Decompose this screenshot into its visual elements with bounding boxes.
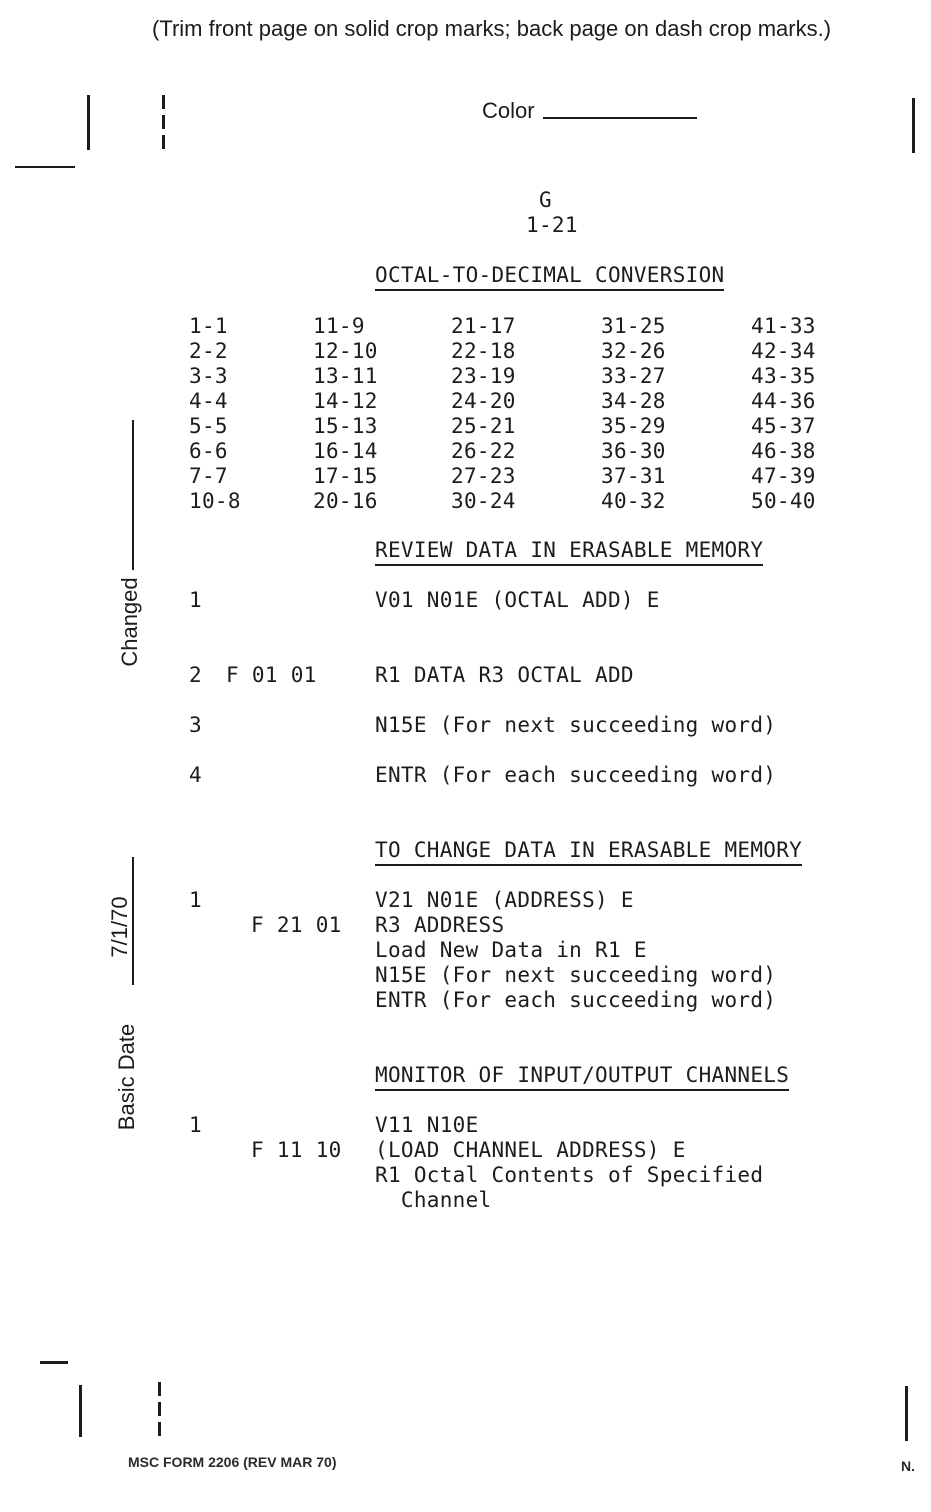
change-title: TO CHANGE DATA IN ERASABLE MEMORY (375, 838, 802, 866)
monitor-step-flag: F 11 10 (251, 1138, 342, 1162)
crop-mark-solid-bottom-left (79, 1385, 82, 1437)
corner-mark: N. (901, 1458, 915, 1474)
crop-mark-horizontal-bottom-left (40, 1361, 68, 1364)
conversion-value: 40-32 (601, 489, 666, 513)
conversion-value: 21-17 (451, 314, 516, 338)
conversion-value: 36-30 (601, 439, 666, 463)
crop-mark-horizontal-top-left (15, 166, 75, 168)
conversion-value: 50-40 (751, 489, 816, 513)
conversion-value: 1-1 (189, 314, 228, 338)
conversion-value: 31-25 (601, 314, 666, 338)
review-title: REVIEW DATA IN ERASABLE MEMORY (375, 538, 763, 566)
monitor-step-number: 1 (189, 1113, 202, 1137)
section-letter: G (539, 188, 552, 212)
review-step-3-number: 3 (189, 713, 202, 737)
conversion-value: 14-12 (313, 389, 378, 413)
monitor-line: (LOAD CHANNEL ADDRESS) E (375, 1138, 686, 1162)
conversion-value: 12-10 (313, 339, 378, 363)
conversion-value: 16-14 (313, 439, 378, 463)
conversion-title: OCTAL-TO-DECIMAL CONVERSION (375, 263, 724, 291)
conversion-value: 41-33 (751, 314, 816, 338)
form-identifier: MSC FORM 2206 (REV MAR 70) (128, 1454, 337, 1470)
crop-mark-dash-bottom-left-2 (158, 1402, 161, 1416)
conversion-value: 4-4 (189, 389, 228, 413)
change-line: ENTR (For each succeeding word) (375, 988, 777, 1012)
conversion-value: 47-39 (751, 464, 816, 488)
change-step-flag: F 21 01 (251, 913, 342, 937)
conversion-value: 26-22 (451, 439, 516, 463)
conversion-value: 17-15 (313, 464, 378, 488)
monitor-line: Channel (375, 1188, 492, 1212)
crop-mark-dash-bottom-left-1 (158, 1382, 161, 1396)
conversion-value: 43-35 (751, 364, 816, 388)
conversion-value: 23-19 (451, 364, 516, 388)
crop-mark-solid-top-left (87, 95, 90, 150)
conversion-value: 34-28 (601, 389, 666, 413)
conversion-value: 2-2 (189, 339, 228, 363)
conversion-value: 30-24 (451, 489, 516, 513)
crop-mark-solid-bottom-right (905, 1386, 908, 1441)
crop-mark-dash-bottom-left-3 (158, 1422, 161, 1436)
crop-mark-dash-top-left-1 (162, 95, 165, 109)
conversion-value: 35-29 (601, 414, 666, 438)
conversion-value: 3-3 (189, 364, 228, 388)
review-step-4-text: ENTR (For each succeeding word) (375, 763, 777, 787)
change-line: N15E (For next succeeding word) (375, 963, 777, 987)
conversion-value: 27-23 (451, 464, 516, 488)
conversion-value: 7-7 (189, 464, 228, 488)
conversion-value: 44-36 (751, 389, 816, 413)
conversion-value: 32-26 (601, 339, 666, 363)
conversion-value: 13-11 (313, 364, 378, 388)
review-step-2-number: 2 (189, 663, 202, 687)
conversion-value: 6-6 (189, 439, 228, 463)
color-label: Color (482, 98, 535, 123)
review-step-4-number: 4 (189, 763, 202, 787)
conversion-value: 37-31 (601, 464, 666, 488)
conversion-value: 45-37 (751, 414, 816, 438)
conversion-column-4 (601, 314, 666, 514)
change-step-text (375, 888, 776, 1013)
review-step-2-flag: F 01 01 (226, 663, 317, 687)
conversion-value: 24-20 (451, 389, 516, 413)
basic-date-label: Basic Date (114, 1023, 139, 1131)
conversion-value: 5-5 (189, 414, 228, 438)
monitor-line: R1 Octal Contents of Specified (375, 1163, 764, 1187)
monitor-step-text (375, 1113, 763, 1213)
review-step-2-text: R1 DATA R3 OCTAL ADD (375, 663, 634, 687)
monitor-line: V11 N10E (375, 1113, 479, 1137)
change-line: V21 N01E (ADDRESS) E (375, 888, 634, 912)
crop-mark-solid-top-right (912, 98, 915, 153)
change-line: Load New Data in R1 E (375, 938, 647, 962)
conversion-value: 10-8 (189, 489, 241, 513)
change-line: R3 ADDRESS (375, 913, 505, 937)
crop-mark-dash-top-left-3 (162, 135, 165, 149)
monitor-title: MONITOR OF INPUT/OUTPUT CHANNELS (375, 1063, 789, 1091)
changed-label: Changed (117, 577, 142, 667)
crop-mark-dash-top-left-2 (162, 115, 165, 129)
conversion-value: 20-16 (313, 489, 378, 513)
color-fill-line (543, 117, 697, 119)
conversion-value: 33-27 (601, 364, 666, 388)
conversion-column-3 (451, 314, 516, 514)
conversion-value: 42-34 (751, 339, 816, 363)
conversion-value: 15-13 (313, 414, 378, 438)
conversion-column-2 (313, 314, 378, 514)
basic-date-value: 7/1/70 (107, 896, 132, 958)
changed-fill-line (132, 420, 134, 570)
conversion-value: 25-21 (451, 414, 516, 438)
review-step-1-text: V01 N01E (OCTAL ADD) E (375, 588, 660, 612)
trim-instruction: (Trim front page on solid crop marks; back page on dash crop marks.) (152, 16, 832, 41)
conversion-column-1 (189, 314, 241, 514)
conversion-column-5 (751, 314, 816, 514)
conversion-value: 11-9 (313, 314, 365, 338)
conversion-value: 46-38 (751, 439, 816, 463)
change-step-number: 1 (189, 888, 202, 912)
page-number: 1-21 (526, 213, 578, 237)
review-step-1-number: 1 (189, 588, 202, 612)
review-step-3-text: N15E (For next succeeding word) (375, 713, 777, 737)
conversion-value: 22-18 (451, 339, 516, 363)
